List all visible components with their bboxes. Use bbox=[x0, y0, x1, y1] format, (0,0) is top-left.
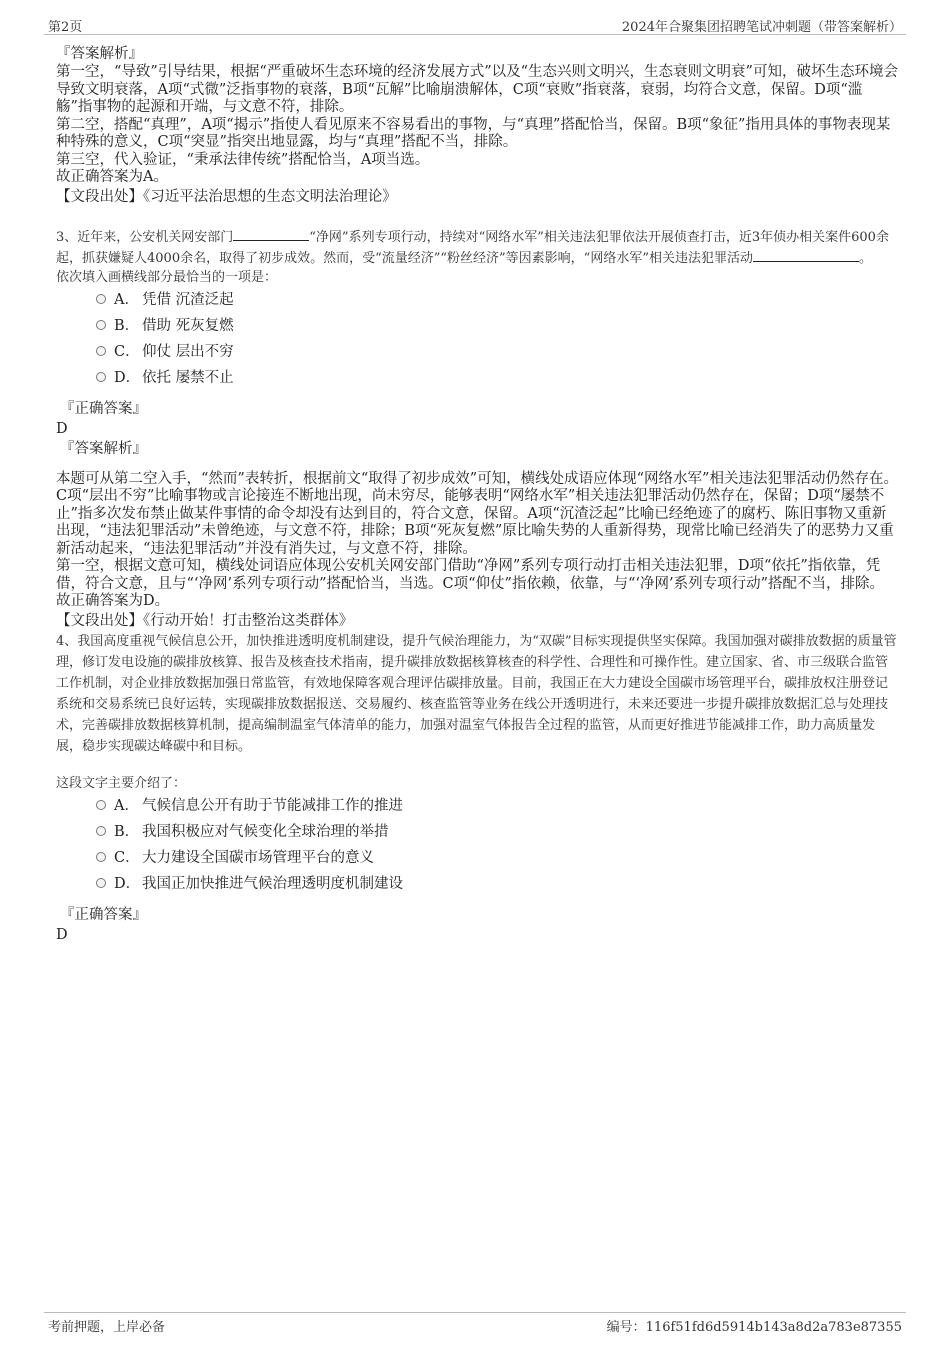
radio-icon[interactable] bbox=[96, 800, 106, 810]
fill-blank bbox=[233, 227, 309, 241]
question-4-answer bbox=[56, 905, 898, 945]
question-4-instruction: 这段文字主要介绍了： bbox=[56, 775, 187, 791]
option-d[interactable]: D． 依托 屡禁不止 bbox=[96, 365, 898, 391]
question-3-options bbox=[96, 287, 898, 391]
source-citation: 【文段出处】《习近平法治思想的生态文明法治理论》 bbox=[56, 188, 397, 205]
analysis-paragraph: 故正确答案为D。 bbox=[56, 593, 170, 609]
question-4-stem: 4、我国高度重视气候信息公开，加快推进透明度机制建设，提升气候治理能力，为“双碳”目标实现提供坚实保障。我国加强对碳排放数据的质量管理，修订发电设施的碳排放核算、报告及核查技术指南，提升碳排放数据核算核查的科学性、合理性和可操作性。建立国家、省、市三级联合监管工作机制，对企业排放数据加强日常监管，有效地保障客观合理评估碳排放量。目前，我国正在大力建设全国碳市场管理平台，碳排放权注册登记系统和交易系统已良好运转，实现碳排放数据报送、交易履约、核查监管等业务在线公开透明进行，未来还要进一步提升碳排放数据汇总与处理技术，完善碳排放数据核算机制，提高编制温室气体清单的能力，加强对温室气体报告全过程的监管，从而更好推进节能减排工作，助力高质量发展，稳步实现碳达峰碳中和目标。 bbox=[56, 633, 897, 754]
analysis-paragraph: 第三空，代入验证，“秉承法律传统”搭配恰当，A项当选。 bbox=[56, 151, 430, 168]
answer-value: D bbox=[56, 420, 68, 437]
option-b[interactable]: B． 借助 死灰复燃 bbox=[96, 313, 898, 339]
source-citation: 【文段出处】《行动开始！打击整治这类群体》 bbox=[56, 612, 354, 629]
document-title: 2024年合聚集团招聘笔试冲刺题（带答案解析） bbox=[621, 20, 902, 35]
answer-value: D bbox=[56, 926, 68, 943]
question-3-instruction: 依次填入画横线部分最恰当的一项是： bbox=[56, 269, 278, 285]
page-footer bbox=[44, 1312, 906, 1335]
radio-icon[interactable] bbox=[96, 346, 106, 356]
page-number: 第2页 bbox=[48, 20, 83, 35]
question-3-stem: 3、近年来，公安机关网安部门 “净网”系列专项行动，持续对“网络水军”相关违法犯罪依法开展侦查打击，近3年侦办相关案件600余起，抓获嫌疑人4000余名，取得了初步成效。然而，受“流量经济”“粉丝经济”等因素影响，“网络水军”相关违法犯罪活动 。 bbox=[56, 227, 898, 269]
analysis-paragraph: 第二空，搭配“真理”，A项“揭示”指使人看见原来不容易看出的事物，与“真理”搭配恰当，保留。B项“象征”指用具体的事物表现某种特殊的意义，C项“突显”指突出地显露，均与“真理”搭配不当，排除。 bbox=[56, 116, 891, 150]
radio-icon[interactable] bbox=[96, 294, 106, 304]
option-b[interactable]: B． 我国积极应对气候变化全球治理的举措 bbox=[96, 819, 898, 845]
question-3-answer bbox=[56, 399, 898, 459]
option-c[interactable]: C． 大力建设全国碳市场管理平台的意义 bbox=[96, 845, 898, 871]
analysis-paragraph: 第一空，“导致”引导结果，根据“严重破坏生态环境的经济发展方式”以及“生态兴则文明兴，生态衰则文明衰”可知，破坏生态环境会导致文明衰落，A项“式微”泛指事物的衰落，B项“瓦解”比喻崩溃解体，C项“衰败”指衰落，衰弱，均符合文意，保留。D项“滥觞”指事物的起源和开端，与文意不符，排除。 bbox=[56, 64, 898, 115]
footer-slogan: 考前押题，上岸必备 bbox=[48, 1320, 166, 1335]
fill-blank bbox=[753, 248, 859, 262]
answer-label: 『正确答案』 bbox=[60, 906, 147, 923]
analysis-paragraph: 本题可从第二空入手，“然而”表转折，根据前文“取得了初步成效”可知，横线处成语应体现“网络水军”相关违法犯罪活动仍然存在。C项“层出不穷”比喻事物或言论接连不断地出现，尚未穷尽，能够表明“网络水军”相关违法犯罪活动仍然存在，保留；D项“屡禁不止”指多次发布禁止做某件事情的命令却没有达到目的，符合文意，保留。A项“沉渣泛起”比喻已经绝迹了的腐朽、陈旧事物又重新出现，“违法犯罪活动”未曾绝迹，与文意不符，排除；B项“死灰复燃”原比喻失势的人重新得势，现常比喻已经消失了的恶势力又重新活动起来，“违法犯罪活动”并没有消失过，与文意不符，排除。 bbox=[56, 470, 898, 557]
analysis-paragraph: 第一空，根据文意可知，横线处词语应体现公安机关网安部门借助“净网”系列专项行动打击相关违法犯罪，D项“依托”指依靠，凭借，符合文意，且与“‘净网’系列专项行动”搭配恰当，当选。C项“仰仗”指依赖，依靠，与“‘净网’系列专项行动”搭配不当，排除。 bbox=[56, 558, 885, 592]
analysis-label: 『答案解析』 bbox=[56, 46, 143, 62]
option-c[interactable]: C． 仰仗 层出不穷 bbox=[96, 339, 898, 365]
analysis-paragraph: 故正确答案为A。 bbox=[56, 169, 168, 185]
page-header bbox=[44, 14, 906, 35]
radio-icon[interactable] bbox=[96, 878, 106, 888]
option-a[interactable]: A． 气候信息公开有助于节能减排工作的推进 bbox=[96, 793, 898, 819]
option-a[interactable]: A． 凭借 沉渣泛起 bbox=[96, 287, 898, 313]
document-body bbox=[56, 44, 898, 965]
option-d[interactable]: D． 我国正加快推进气候治理透明度机制建设 bbox=[96, 871, 898, 897]
analysis-label: 『答案解析』 bbox=[60, 440, 147, 457]
question-4-options bbox=[96, 793, 898, 897]
document-code: 编号：116f51fd6d5914b143a8d2a783e87355 bbox=[606, 1320, 902, 1335]
radio-icon[interactable] bbox=[96, 852, 106, 862]
radio-icon[interactable] bbox=[96, 372, 106, 382]
radio-icon[interactable] bbox=[96, 320, 106, 330]
radio-icon[interactable] bbox=[96, 826, 106, 836]
answer-label: 『正确答案』 bbox=[60, 400, 147, 417]
